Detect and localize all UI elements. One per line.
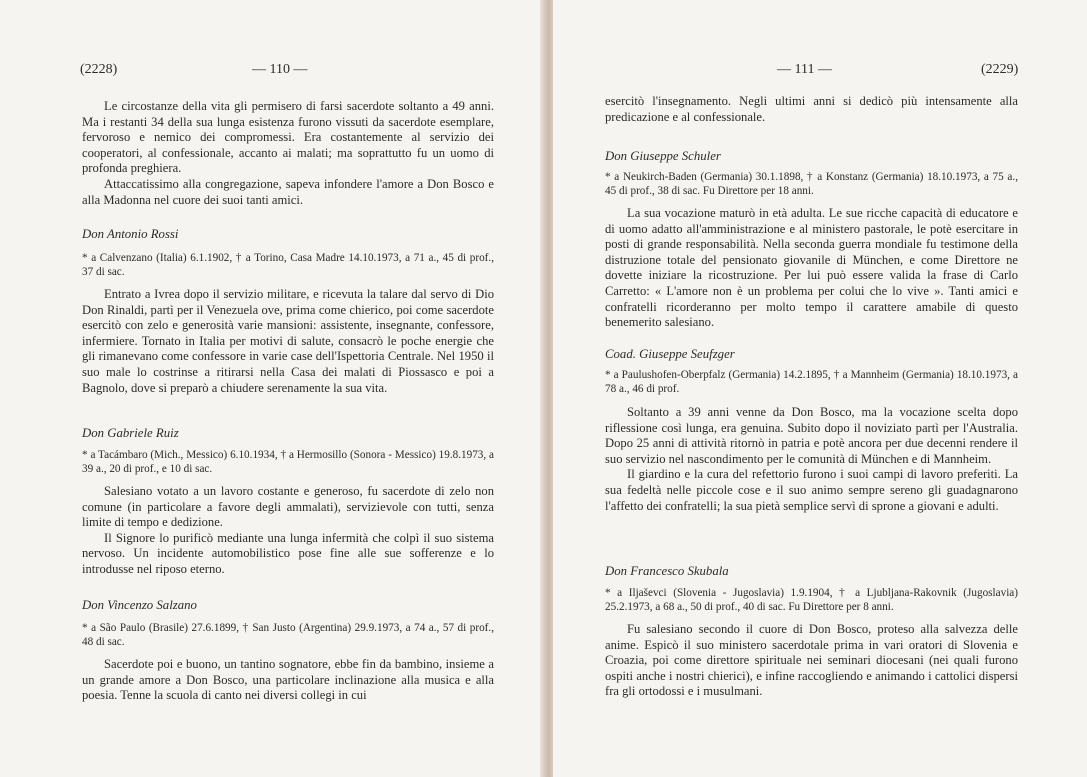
entry-body [82,484,494,578]
entry-body [82,657,494,704]
entry-name: Don Gabriele Ruiz [82,426,179,440]
entry-dates: * a São Paulo (Brasile) 27.6.1899, † San Justo (Argentina) 29.9.1973, a 74 a., 57 di prof., 48 di sac. [82,622,494,649]
entry-name: Don Francesco Skubala [605,564,729,578]
entry-name: Don Vincenzo Salzano [82,598,197,612]
paragraph: Salesiano votato a un lavoro costante e generoso, fu sacerdote di zelo non comune (in particolare a favore degli ammalati), servizievole con tutti, senza limite di tempo e dedizione. [82,484,494,530]
page-ref-right: (2229) [981,62,1019,77]
paragraph: Attaccatissimo alla congregazione, sapeva infondere l'amore a Don Bosco e alla Madonna nel cuore dei suoi tanti amici. [82,176,494,207]
paragraph: Il giardino e la cura del refettorio furono i suoi campi di lavoro preferiti. La sua fedeltà nelle piccole cose e il suo animo sempre sereno gli guadagnarono l'affetto dei confratelli; la sua pietà semplice servì di sprone a giovani e adulti. [605,467,1018,513]
paragraph: Soltanto a 39 anni venne da Don Bosco, ma la vocazione scelta dopo riflessione così lunga, era genuina. Subito dopo il noviziato partì per l'Australia. Dopo 25 anni di attività ritornò in patria e potè ancora per due decenni rendere il suo servizio nel nascondimento per le comunità di München e di Mannheim. [605,405,1018,466]
paragraph: Le circostanze della vita gli permisero di farsi sacerdote soltanto a 49 anni. Ma i restanti 34 della sua lunga esistenza furono vissuti da sacerdote esemplare, fervoroso e nemico dei compromessi. Era costantemente al servizio dei cooperatori, al confessionale, accanto ai malati; ma soprattutto fu un uomo di profonda preghiera. [82,99,494,176]
paragraph: esercitò l'insegnamento. Negli ultimi anni si dedicò più intensamente alla predicazione e al confessionale. [605,94,1018,124]
entry-body [605,405,1018,514]
paragraph: La sua vocazione maturò in età adulta. Le sue ricche capacità di educatore e di uomo adatto all'amministrazione e al ministero pastorale, le potè esercitare in posti di grande responsabilità. Nella seconda guerra mondiale fu testimone della distruzione totale del pensionato giovanile di München, e come Direttore ne dovette iniziare la ricostruzione. Per lui può essere valida la frase di Carlo Carretto: « L'amore non è un problema per colui che lo vive ». Tanti amici e confratelli ricorderanno per molto tempo il carattere amabile di questo benemerito salesiano. [605,206,1018,330]
right-page [553,0,1087,777]
page-ref-left: (2228) [80,62,118,77]
paragraph: Sacerdote poi e buono, un tantino sognatore, ebbe fin da bambino, insieme a un grande amore a Don Bosco, una particolare inclinazione alla musica e alla poesia. Tenne la scuola di canto nei diversi collegi in cui [82,657,494,703]
intro-text-left [82,99,494,208]
entry-dates: * a Calvenzano (Italia) 6.1.1902, † a Torino, Casa Madre 14.10.1973, a 71 a., 45 di prof., 37 di sac. [82,252,494,279]
intro-text-right [605,94,1018,125]
entry-body [605,206,1018,331]
entry-dates: * a Neukirch-Baden (Germania) 30.1.1898, † a Konstanz (Germania) 18.10.1973, a 75 a., 45 di prof., 38 di sac. Fu Direttore per 18 anni. [605,171,1018,198]
paragraph: Entrato a Ivrea dopo il servizio militare, e ricevuta la talare dal servo di Dio Don Rinaldi, partì per il Venezuela ove, prima come chierico, poi come sacerdote esercitò con zelo e generosità varie mansioni: assistente, insegnante, confessore, infermiere. Tornato in Italia per motivi di salute, consacrò le poche energie che gli rimanevano come confessore in varie case dell'Ispettoria Centrale. Nel 1950 il suo male lo costrinse a ritirarsi nella Casa dei malati di Piossasco e poi a Bagnolo, dove si preparò a chiudere serenamente la sua vita. [82,287,494,395]
entry-dates: * a Paulushofen-Oberpfalz (Germania) 14.2.1895, † a Mannheim (Germania) 18.10.1973, a 78 a., 46 di prof. [605,369,1018,396]
entry-name: Don Antonio Rossi [82,227,179,241]
entry-body [82,287,494,396]
entry-body [605,622,1018,700]
entry-name: Coad. Giuseppe Seufzger [605,347,735,361]
entry-name: Don Giuseppe Schuler [605,149,721,163]
entry-dates: * a Iljaševci (Slovenia - Jugoslavia) 1.9.1904, † a Ljubljana-Rakovnik (Jugoslavia) 25.2.1973, a 68 a., 50 di prof., 40 di sac. Fu Direttore per 8 anni. [605,587,1018,614]
entry-dates: * a Tacámbaro (Mich., Messico) 6.10.1934, † a Hermosillo (Sonora - Messico) 19.8.1973, a 39 a., 20 di prof., e 10 di sac. [82,449,494,476]
paragraph: Fu salesiano secondo il cuore di Don Bosco, proteso alla salvezza delle anime. Espicò il suo ministero sacerdotale prima in vari oratori di Slovenia e Croazia, poi come direttore spirituale nei seminari diocesani (nei quali furono ospiti anche i nostri chierici), e infine raccogliendo e animando i cattolici dispersi fra gli ortodossi e i musulmani. [605,622,1018,699]
page-number-right: — 111 — [777,62,832,77]
paragraph: Il Signore lo purificò mediante una lunga infermità che colpì il suo sistema nervoso. Un incidente automobilistico pose fine alle sue sofferenze e lo introdusse nel riposo eterno. [82,530,494,576]
page-number-left: — 110 — [252,62,308,77]
